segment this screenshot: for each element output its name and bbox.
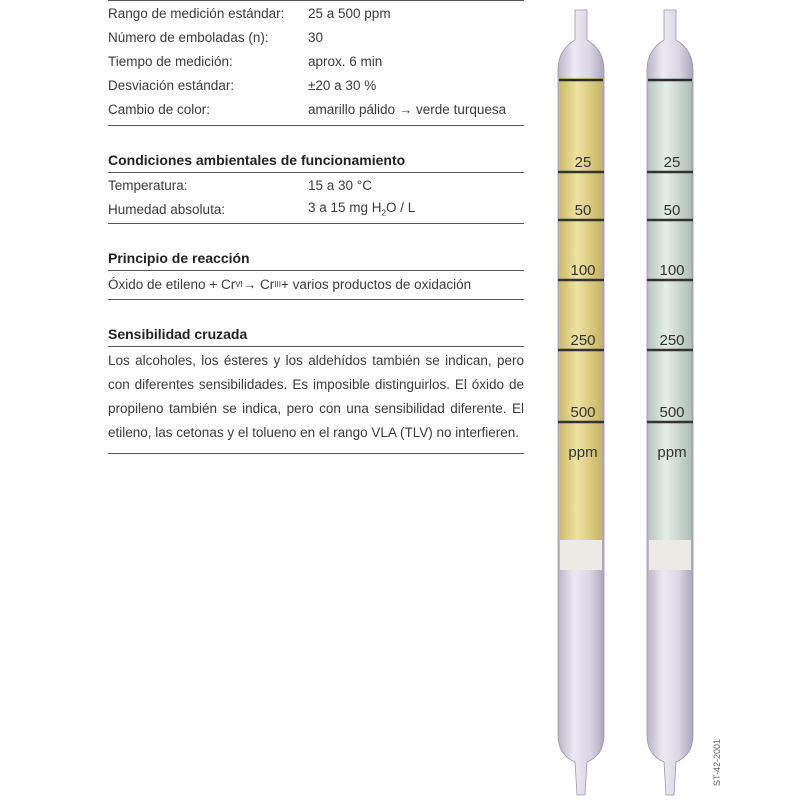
- reference-code: ST-42-2001: [712, 738, 722, 786]
- spec-label: Tiempo de medición:: [108, 53, 233, 69]
- humidity-pre: 3 a 15 mg H: [308, 200, 382, 216]
- spec-value: amarillo pálido → verde turquesa: [308, 101, 507, 117]
- cross-text: Los alcoholes, los ésteres y los aldehídos también se indican, pero con diferentes sensibilidades. Es imposible distinguirlos. El óxido de propileno también se indica, pero con una sensibilidad diferente. El etileno, las cetonas y el tolueno en el rango VLA (TLV) no interfieren.: [108, 353, 524, 440]
- ambient-label: Temperatura:: [108, 177, 188, 193]
- ambient-label: Humedad absoluta:: [108, 201, 226, 217]
- humidity-post: O / L: [386, 200, 416, 216]
- spec-label: Desviación estándar:: [108, 77, 235, 93]
- spec-label: Número de emboladas (n):: [108, 29, 269, 45]
- tube-used-scale-label: 25: [663, 154, 681, 171]
- ambient-title: Condiciones ambientales de funcionamiento: [108, 152, 406, 168]
- tube-unused-plug: [560, 540, 602, 570]
- tube-unused-scale-label: 25: [574, 154, 592, 171]
- spec-row: [108, 1, 524, 25]
- ambient-value: 15 a 30 °C: [308, 177, 372, 193]
- detector-tubes-image: [540, 0, 720, 800]
- tube-used-unit-label: ppm: [657, 444, 687, 461]
- spec-label: Rango de medición estándar:: [108, 5, 285, 21]
- spec-row: [108, 49, 524, 73]
- ambient-value: [308, 200, 524, 218]
- document: [108, 0, 524, 454]
- spec-value: ±20 a 30 %: [308, 77, 377, 93]
- reaction-sup-a: VI: [235, 279, 243, 289]
- tube-used-reagent: [649, 78, 691, 540]
- ambient-row-humidity: [108, 197, 524, 221]
- reaction-c: + varios productos de oxidación: [280, 276, 472, 292]
- ambient-row-temperature: [108, 173, 524, 197]
- spec-table: [108, 1, 524, 121]
- spec-value: 30: [308, 29, 324, 45]
- humidity-sub: 2: [381, 208, 386, 218]
- tube-used-scale-label: 250: [659, 332, 685, 349]
- tube-unused-scale-label: 100: [570, 262, 596, 279]
- tube-used-plug: [649, 540, 691, 570]
- spec-value: 25 a 500 ppm: [308, 5, 391, 21]
- tube-unused-scale-label: 250: [570, 332, 596, 349]
- spec-label: Cambio de color:: [108, 101, 211, 117]
- spec-row: [108, 25, 524, 49]
- reaction-a: Óxido de etileno + Cr: [108, 276, 236, 292]
- spec-value: aprox. 6 min: [308, 53, 383, 69]
- tube-unused-scale-label: 500: [570, 404, 596, 421]
- cross-bottom-rule: [108, 453, 524, 454]
- spec-row: [108, 97, 524, 121]
- cross-title: Sensibilidad cruzada: [108, 326, 248, 342]
- spec-row: [108, 73, 524, 97]
- tube-used-scale-label: 50: [663, 202, 681, 219]
- tube-used-scale-label: 500: [659, 404, 685, 421]
- tube-used-scale-label: 100: [659, 262, 685, 279]
- tube-unused-scale-label: 50: [574, 202, 592, 219]
- tube-unused-reagent: [560, 78, 602, 540]
- reaction-b: → Cr: [242, 276, 275, 292]
- reaction-text: [108, 271, 524, 297]
- tube-unused-unit-label: ppm: [568, 444, 598, 461]
- reaction-title: Principio de reacción: [108, 250, 250, 266]
- reaction-sup-b: III: [274, 279, 281, 289]
